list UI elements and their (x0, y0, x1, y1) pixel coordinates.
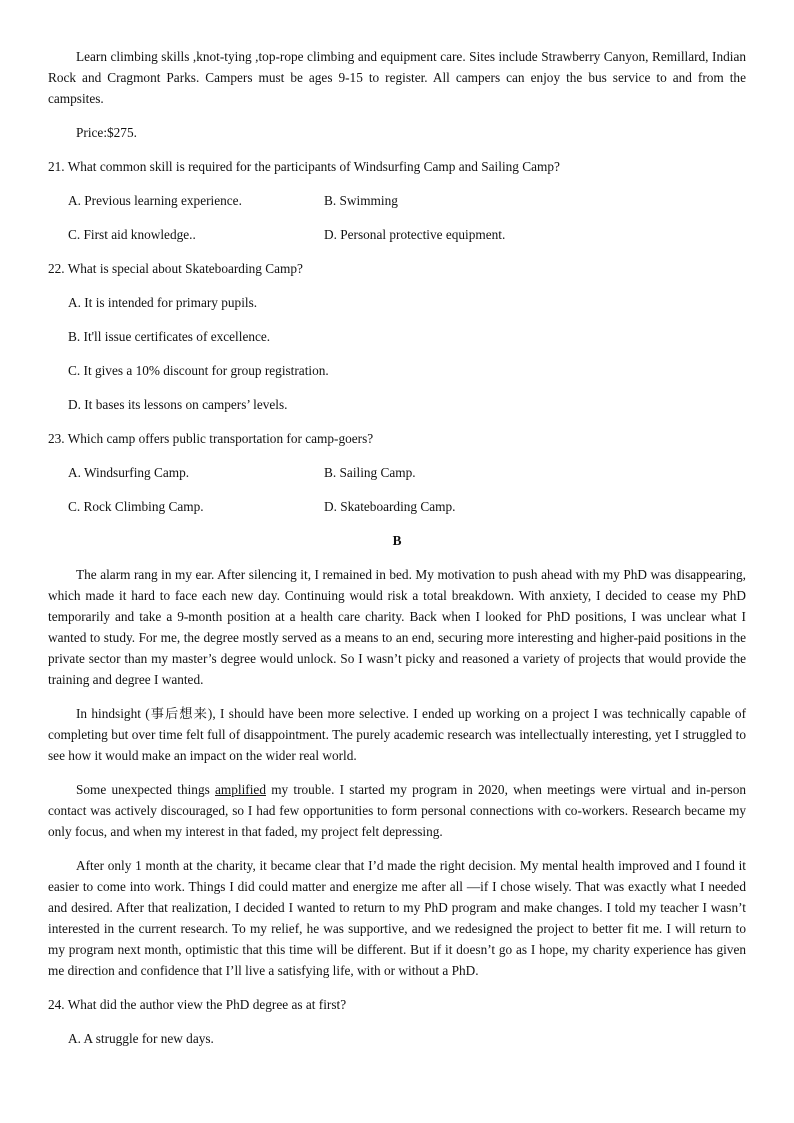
question-23-stem: 23. Which camp offers public transportation for camp-goers? (48, 431, 374, 446)
passage-a-intro: Learn climbing skills ,knot-tying ,top-rope climbing and equipment care. Sites include Strawberry Canyon, Remillard, Indian Rock and Cragmont Parks. Campers must be ages 9-15 to register. All campers can enjoy the bus service to and from the campsites. (48, 49, 746, 106)
exam-page (48, 46, 746, 1049)
question-23-option-b: B. Sailing Camp. (324, 465, 416, 480)
question-24-option-a: A. A struggle for new days. (68, 1031, 214, 1046)
question-22-option-d: D. It bases its lessons on campers’ levels. (68, 397, 288, 412)
section-b-paragraph-4: After only 1 month at the charity, it became clear that I’d made the right decision. My mental health improved and I found it easier to come into work. Things I did could matter and energize me after all —if I chose wisely. That was exactly what I needed and desired. After that realization, I decided I wanted to return to my PhD program and make changes. I told my teacher I wasn’t interested in the current research. To my relief, he was supportive, and we redesigned the project to better fit me. I will return to my program next month, optimistic that this time will be different. But if it doesn’t go as I hope, my charity experience has given me direction and confidence that I’ll live a satisfying life, with or without a PhD. (48, 858, 746, 978)
question-23-options-row-1 (48, 462, 746, 483)
question-24-stem: 24. What did the author view the PhD degree as at first? (48, 997, 347, 1012)
paragraph-3-rest: my trouble. I started my program in 2020, when meetings were virtual and in-person contact was actively discouraged, so I had few opportunities to form personal connections with co-workers. Research became my only focus, and when my interest in that faded, my project felt depressing. (48, 782, 746, 839)
underlined-word-amplified: amplified (215, 782, 266, 797)
section-b-heading: B (392, 533, 402, 548)
question-23-option-d: D. Skateboarding Camp. (324, 499, 456, 514)
question-21-stem: 21. What common skill is required for the participants of Windsurfing Camp and Sailing Camp? (48, 159, 560, 174)
question-21-option-a: A. Previous learning experience. (68, 193, 242, 208)
section-b-paragraph-3 (48, 779, 746, 842)
passage-a-price: Price:$275. (76, 125, 137, 140)
question-21-option-b: B. Swimming (324, 193, 398, 208)
question-22-option-b: B. It'll issue certificates of excellence. (68, 329, 271, 344)
question-21-options-row-2 (48, 224, 746, 245)
section-b-paragraph-2: In hindsight (事后想来), I should have been more selective. I ended up working on a project I was technically capable of completing but over time felt full of disappointment. The purely academic research was intellectually interesting, yet I struggled to see how it would make an impact on the wider real world. (48, 706, 746, 763)
question-21-options-row-1 (48, 190, 746, 211)
question-21-option-c: C. First aid knowledge.. (68, 227, 196, 242)
paragraph-3-lead: Some unexpected things (76, 782, 216, 797)
question-21-option-d: D. Personal protective equipment. (324, 227, 506, 242)
question-23-option-c: C. Rock Climbing Camp. (68, 499, 204, 514)
question-22-option-a: A. It is intended for primary pupils. (68, 295, 258, 310)
question-22-stem: 22. What is special about Skateboarding Camp? (48, 261, 303, 276)
question-23-options-row-2 (48, 496, 746, 517)
question-22-option-c: C. It gives a 10% discount for group registration. (68, 363, 329, 378)
section-b-paragraph-1: The alarm rang in my ear. After silencing it, I remained in bed. My motivation to push ahead with my PhD was disappearing, which made it hard to face each new day. Continuing would risk a total breakdown. With anxiety, I decided to cease my PhD temporarily and take a 9-month position at a health care charity. Back when I looked for PhD positions, I was unclear what I wanted to study. For me, the degree mostly served as a means to an end, securing more interesting and higher-paid positions in the private sector than my master’s degree would unlock. So I wasn’t picky and reasoned a variety of projects that would provide the training and degree I wanted. (48, 567, 746, 687)
question-23-option-a: A. Windsurfing Camp. (68, 465, 190, 480)
